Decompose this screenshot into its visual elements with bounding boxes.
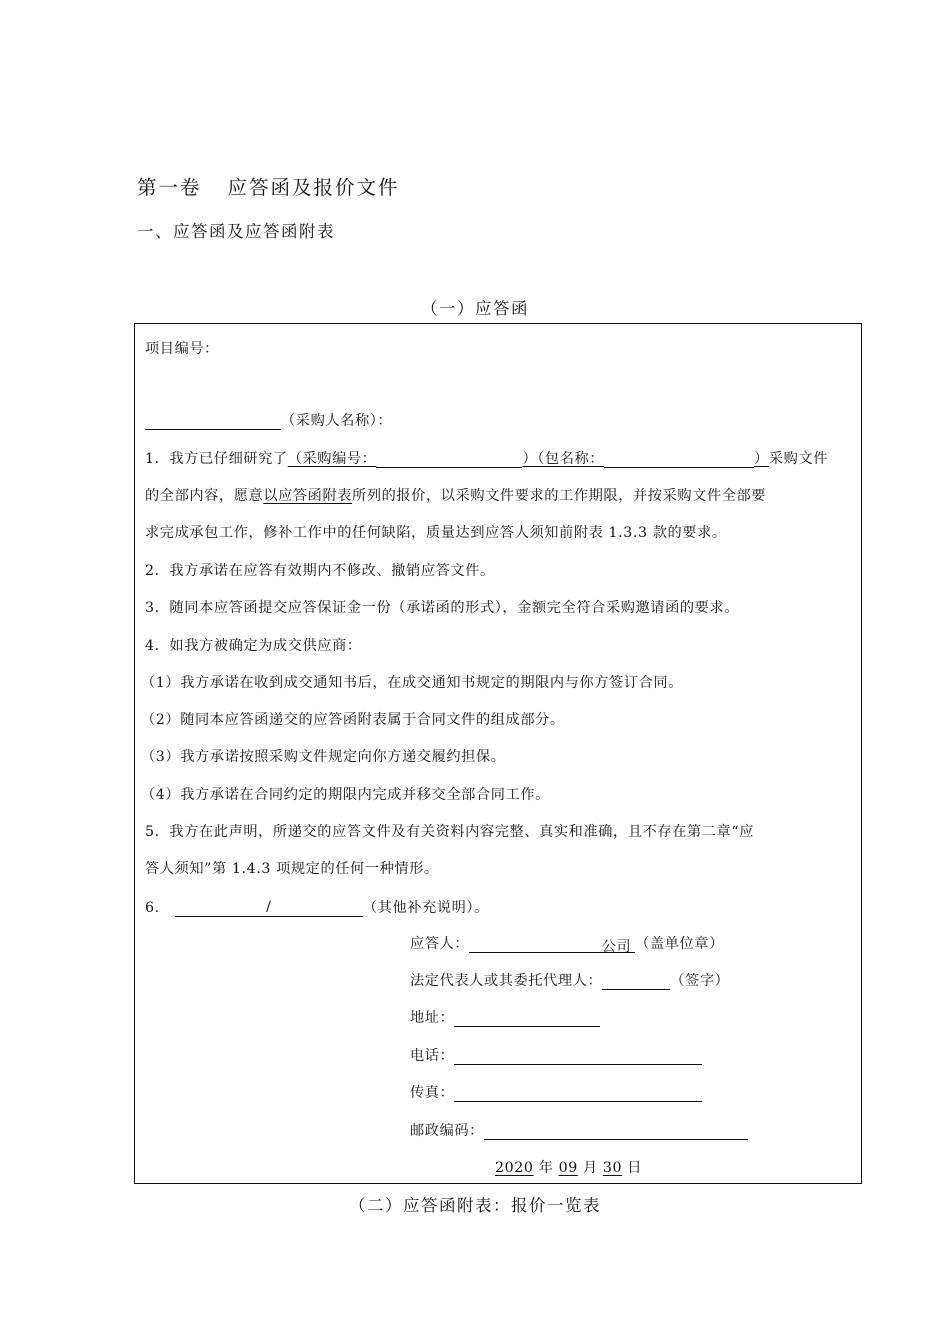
paragraph-4: 4．如我方被确定为成交供应商： — [145, 638, 362, 654]
address-line — [410, 1007, 600, 1027]
seal-note: （盖单位章） — [635, 936, 724, 952]
p1-text-d: ） — [754, 451, 769, 467]
respondent-line — [410, 933, 724, 953]
date-month-unit: 月 — [582, 1160, 598, 1176]
p1-line2-link: 以应答函附表 — [263, 488, 353, 504]
sign-note: （签字） — [670, 973, 730, 989]
paragraph-1-line-2 — [145, 485, 766, 505]
date-day-unit: 日 — [627, 1160, 643, 1176]
next-section-title: （二）应答函附表：报价一览表 — [349, 1196, 601, 1215]
paragraph-4-3: （3）我方承诺按照采购文件规定向你方递交履约担保。 — [141, 749, 506, 765]
p1-text-e: 采购文件 — [768, 451, 829, 467]
paragraph-4-4: （4）我方承诺在合同约定的期限内完成并移交全部合同工作。 — [141, 787, 550, 803]
package-name-blank[interactable] — [604, 450, 754, 468]
phone-label: 电话： — [410, 1048, 455, 1064]
phone-blank[interactable] — [454, 1047, 702, 1065]
project-number-label: 项目编号： — [145, 341, 219, 357]
representative-label: 法定代表人或其委托代理人： — [410, 973, 603, 989]
purchaser-label: （采购人名称）： — [281, 413, 393, 429]
procurement-number-blank[interactable] — [376, 450, 522, 468]
date-line — [495, 1157, 642, 1177]
postcode-line — [410, 1120, 748, 1140]
section-title: 一、应答函及应答函附表 — [137, 222, 335, 241]
p6-tail: （其他补充说明）。 — [362, 900, 489, 916]
p1-line2-a: 的全部内容，愿意 — [145, 488, 264, 504]
fax-line — [410, 1082, 702, 1102]
p6-number: 6. — [145, 900, 160, 916]
address-blank[interactable] — [454, 1009, 600, 1027]
date-day: 30 — [602, 1160, 623, 1176]
paragraph-3: 3．随同本应答函提交应答保证金一份（承诺函的形式），金额完全符合采购邀请函的要求。 — [145, 600, 740, 616]
paragraph-1-line-1 — [145, 448, 828, 468]
supplement-blank[interactable] — [175, 899, 363, 917]
purchaser-line — [145, 410, 392, 430]
p1-text-a: 1．我方已仔细研究了 — [145, 451, 288, 467]
p1-text-b: （采购编号： — [287, 451, 377, 467]
paragraph-2: 2．我方承诺在应答有效期内不修改、撤销应答文件。 — [145, 563, 495, 579]
volume-title-part1: 第一卷 — [137, 176, 202, 199]
volume-title-part2: 应答函及报价文件 — [227, 176, 400, 199]
phone-line — [410, 1045, 702, 1065]
date-year-unit: 年 — [538, 1160, 554, 1176]
paragraph-6 — [145, 897, 489, 917]
p1-line2-b: 所列的报价，以采购文件要求的工作期限，并按采购文件全部要 — [352, 488, 767, 504]
representative-line — [410, 970, 729, 990]
paragraph-1-line-3: 求完成承包工作，修补工作中的任何缺陷，质量达到应答人须知前附表 1.3.3 款的要求。 — [145, 525, 727, 541]
fax-blank[interactable] — [454, 1084, 702, 1102]
paragraph-4-1: （1）我方承诺在收到成交通知书后，在成交通知书规定的期限内与你方签订合同。 — [141, 675, 683, 691]
purchaser-name-blank[interactable] — [145, 412, 281, 430]
postcode-blank[interactable] — [484, 1122, 748, 1140]
paragraph-5-line-1: 5．我方在此声明，所递交的应答文件及有关资料内容完整、真实和准确，且不存在第二章“应 — [145, 824, 754, 840]
volume-title — [137, 172, 400, 200]
respondent-name-blank[interactable] — [469, 936, 635, 953]
letter-frame — [134, 323, 862, 1184]
date-year: 2020 — [495, 1160, 534, 1176]
postcode-label: 邮政编码： — [410, 1123, 484, 1139]
p1-text-c: ）（包名称： — [522, 451, 605, 467]
paragraph-5-line-2: 答人须知”第 1.4.3 项规定的任何一种情形。 — [145, 861, 439, 877]
respondent-label: 应答人： — [410, 936, 470, 952]
fax-label: 传真： — [410, 1085, 455, 1101]
paragraph-4-2: （2）随同本应答函递交的应答函附表属于合同文件的组成部分。 — [141, 712, 565, 728]
address-label: 地址： — [410, 1010, 455, 1026]
respondent-company: 公司 — [601, 939, 632, 955]
p6-slash: / — [266, 899, 272, 915]
letter-title: （一）应答函 — [421, 299, 529, 318]
date-month: 09 — [558, 1160, 578, 1176]
representative-sign-blank[interactable] — [602, 972, 670, 990]
